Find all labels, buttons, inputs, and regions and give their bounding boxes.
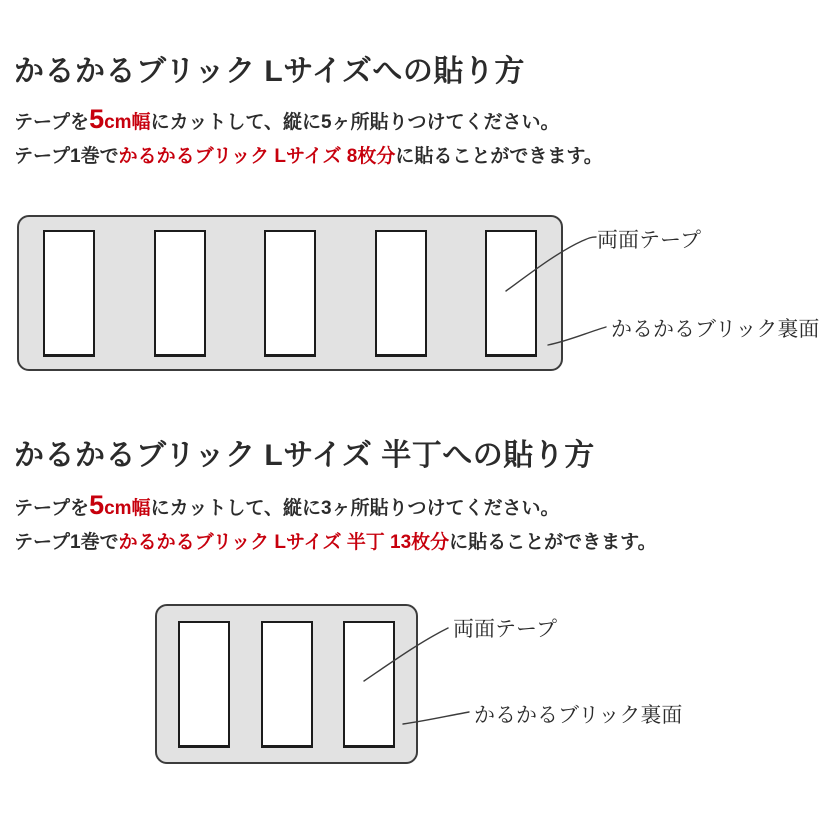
- highlight-width-unit: cm幅: [104, 112, 151, 133]
- instruction-text-l-size-hanchou: [14, 488, 657, 560]
- tape-strip: [261, 621, 313, 748]
- text-run: テープを: [14, 112, 90, 133]
- section-title-l-size: かるかるブリック Lサイズへの貼り方: [14, 55, 525, 88]
- highlight-width-number: 5: [89, 490, 105, 520]
- tape-strip: [264, 230, 316, 357]
- label-brick-back: かるかるブリック裏面: [611, 318, 820, 341]
- instruction-text-l-size: [14, 102, 603, 174]
- highlight-width-unit: cm幅: [104, 498, 151, 519]
- text-run: テープを: [14, 498, 90, 519]
- brick-back-panel-l-size: [17, 215, 563, 371]
- text-run: テープ1巻で: [14, 532, 119, 553]
- highlight-width-number: 5: [89, 104, 105, 134]
- text-run: にカットして、縦に3ヶ所貼りつけてください。: [150, 498, 560, 519]
- text-run: に貼ることができます。: [449, 532, 657, 553]
- text-run: テープ1巻で: [14, 146, 119, 167]
- highlight-coverage: かるかるブリック Lサイズ 8枚分: [118, 146, 396, 167]
- tape-strip: [154, 230, 206, 357]
- text-run: にカットして、縦に5ヶ所貼りつけてください。: [150, 112, 560, 133]
- tape-strip: [485, 230, 537, 357]
- label-brick-back: かるかるブリック裏面: [474, 704, 683, 727]
- highlight-coverage: かるかるブリック Lサイズ 半丁 13枚分: [118, 532, 450, 553]
- label-double-sided-tape: 両面テープ: [453, 618, 557, 641]
- tape-strip: [375, 230, 427, 357]
- brick-back-panel-hanchou: [155, 604, 418, 764]
- tape-strip: [43, 230, 95, 357]
- section-title-l-size-hanchou: かるかるブリック Lサイズ 半丁への貼り方: [14, 439, 595, 472]
- tape-strip: [178, 621, 230, 748]
- label-double-sided-tape: 両面テープ: [597, 229, 701, 252]
- tape-strip: [343, 621, 395, 748]
- text-run: に貼ることができます。: [395, 146, 603, 167]
